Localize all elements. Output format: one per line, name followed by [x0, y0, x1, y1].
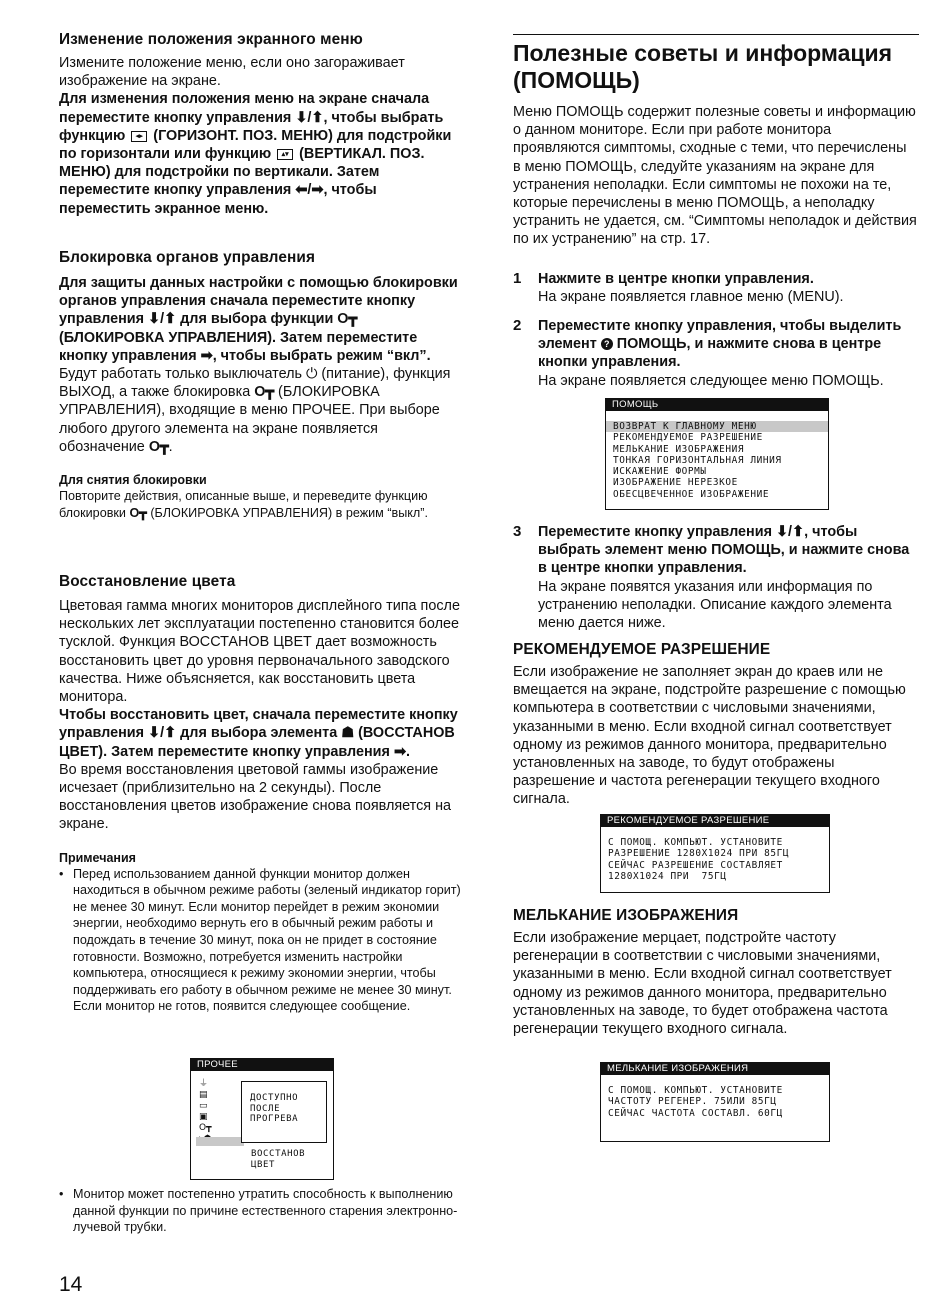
osd-menu-item: РЕКОМЕНДУЕМОЕ РАЗРЕШЕНИЕ [613, 432, 763, 444]
osd-header: ПОМОЩЬ [606, 399, 828, 411]
osd-menu-item: ВОЗВРАТ К ГЛАВНОМУ МЕНЮ [606, 421, 828, 432]
paragraph: Во время восстановления цветовой гаммы изображение исчезает (приблизительно на 2 секунды). После восстановления цветов изображение снова появляется на экране. [59, 761, 452, 833]
list-item: • Монитор может постепенно утратить способность к выполнению данной функции по причине естественного старения электронно-лучевой трубки. [59, 1186, 464, 1236]
subsection-title: Для снятия блокировки [59, 473, 207, 488]
step-number: 3 [513, 523, 522, 540]
osd-help-menu [605, 398, 829, 510]
paragraph: Цветовая гамма многих мониторов дисплейного типа после нескольких лет эксплуатации постепенно становится более тусклой. Функция ВОССТАНОВ ЦВЕТ дает возможность восстановить цвет до уровня первоначального заводского качества. Ниже объясняется, как восстановить цвета монитора. [59, 598, 460, 706]
instruction-paragraph: Для изменения положения меню на экране сначала переместите кнопку управления ⬇/⬆, чтобы выбрать функцию ◂▸ (ГОРИЗОНТ. ПОЗ. МЕНЮ) для подстройки по горизонтали или функцию ▴▾ (ВЕРТИКАЛ. ПОЗ. МЕНЮ) для подстройки по вертикали. Затем переместите кнопку управления ⬅/➡, чтобы переместить экранное меню. [59, 91, 452, 217]
instruction-paragraph: Для защиты данных настройки с помощью блокировки органов управления сначала переместите кнопку управления ⬇/⬆ для выбора функции O┳ (БЛОКИРОВКА УПРАВЛЕНИЯ). Затем переместите кнопку управления ➡, чтобы выбрать режим “вкл”. [59, 275, 458, 364]
paragraph: Если изображение не заполняет экран до краев или не вмещается на экране, подстройте разрешение с помощью компьютера в соответствии с числовыми значениями, указанными в меню. Если входной сигнал соответствует одному из режимов данного монитора, предварительно установленных на заводе, то будут отображены разрешение и частота регенерации текущего входного сигнала. [513, 664, 906, 808]
osd-footer-line: ЦВЕТ [251, 1160, 276, 1170]
step-3: 3 Переместите кнопку управления ⬇/⬆, чтобы выбрать элемент меню ПОМОЩЬ, и нажмите снова в центре кнопки управления. На экране появятся указания или информация по устранению неполадки. Описание каждого элемента меню дается ниже. [513, 523, 910, 632]
osd-text-line: СЕЙЧАС ЧАСТОТА СОСТАВЛ. 60ГЦ [608, 1107, 783, 1119]
step-1: 1 Нажмите в центре кнопки управления. На экране появляется главное меню (MENU). [513, 270, 844, 306]
list-item: • Перед использованием данной функции монитор должен находиться в обычном режиме работы (зеленый индикатор горит) не менее 30 минут. Если монитор перейдет в режим экономии энергии, необходимо вернуть его в обычный режим работы и подождать в течение 30 минут, пока он не придет в состояние готовности. Возможно, потребуется изменить настройки компьютера, относящиеся к режиму экономии энергии, чтобы поддерживать его работу в обычном режиме не менее 30 минут. Если монитор не готов, появится следующее сообщение. [59, 866, 464, 1015]
exit-icon: ▤ [199, 1090, 208, 1100]
section-title: РЕКОМЕНДУЕМОЕ РАЗРЕШЕНИЕ [513, 641, 771, 658]
notes-list [59, 866, 464, 1015]
osd-text-line: С ПОМОЩ. КОМПЬЮТ. УСТАНОВИТЕ [608, 1085, 783, 1096]
osd-text-line: ЧАСТОТУ РЕГЕНЕР. 75ИЛИ 85ГЦ [608, 1096, 777, 1108]
osd-flicker [600, 1062, 830, 1142]
up-down-arrow-icon: ⬇/⬆ [148, 311, 177, 328]
osd-other-menu [190, 1058, 334, 1180]
notes-list-continued [59, 1186, 464, 1236]
right-arrow-icon: ➡ [200, 347, 213, 364]
section-color-restore [59, 572, 464, 1015]
key-icon: O┳ [254, 384, 275, 401]
page-number: 14 [59, 1273, 83, 1296]
notes-title: Примечания [59, 850, 136, 865]
intro-paragraph: Меню ПОМОЩЬ содержит полезные советы и информацию о данном мониторе. Если при работе монитора проявляются симптомы, сходные с теми, что перечислены в меню ПОМОЩЬ, следуйте указаниям на экране для устранения неполадки. Если симптомы не похожи на те, которые перечислены в меню ПОМОЩЬ, а неполадку устранить не удается, см. “Симптомы неполадок и действия по их устранению” на стр. 17. [513, 104, 917, 248]
instruction-paragraph: Чтобы восстановить цвет, сначала переместите кнопку управления ⬇/⬆ для выбора элемента ☗ (ВОССТАНОВ ЦВЕТ). Затем переместите кнопку управления ➡. [59, 707, 458, 760]
osd-icon-column [199, 1079, 212, 1145]
power-icon: ⏻ [306, 366, 318, 383]
section-title: Восстановление цвета [59, 573, 236, 590]
key-icon: O┳ [199, 1123, 212, 1133]
step-number: 1 [513, 270, 522, 287]
title-rule [513, 34, 919, 35]
paragraph: Измените положение меню, если оно загораживает изображение на экране. [59, 55, 405, 90]
up-down-arrow-icon: ⬇/⬆ [775, 524, 805, 540]
page-title: Полезные советы и информация [513, 40, 893, 66]
right-arrow-icon: ➡ [393, 743, 406, 760]
color-restore-icon: ☗ [341, 725, 355, 742]
language-icon: ▭ [199, 1101, 208, 1111]
step-2: 2 Переместите кнопку управления, чтобы выделить элемент ? ПОМОЩЬ, и нажмите снова в центре кнопки управления. На экране появляется следующее меню ПОМОЩЬ. [513, 317, 902, 389]
page-title-line2: (ПОМОЩЬ) [513, 67, 640, 93]
section-help [513, 40, 919, 94]
help-icon: ? [601, 338, 613, 350]
power-icon: ⏚ [199, 1079, 209, 1089]
osd-menu-item: ТОНКАЯ ГОРИЗОНТАЛЬНАЯ ЛИНИЯ [613, 454, 782, 466]
key-icon: O┳ [148, 438, 169, 455]
osd-message-box: ДОСТУПНО ПОСЛЕ ПРОГРЕВА [241, 1081, 327, 1143]
horizontal-position-icon: ◂▸ [131, 131, 147, 142]
paragraph: Будут работать только выключатель ⏻ (питание), функция ВЫХОД, а также блокировка O┳ (БЛОКИРОВКА УПРАВЛЕНИЯ), входящие в меню ПРОЧЕЕ. При выборе любого другого элемента на экране появляется обозначение O┳. [59, 366, 451, 455]
osd-selection-bar [196, 1137, 244, 1146]
section-title: Изменение положения экранного меню [59, 31, 363, 48]
section-menu-position [59, 30, 464, 218]
osd-header: МЕЛЬКАНИЕ ИЗОБРАЖЕНИЯ [601, 1063, 829, 1075]
section-title: МЕЛЬКАНИЕ ИЗОБРАЖЕНИЯ [513, 907, 739, 924]
osd-recommended-resolution [600, 814, 830, 893]
osd-footer-line: ВОССТАНОВ [251, 1149, 306, 1159]
section-recommended-resolution [513, 640, 919, 809]
section-flicker [513, 906, 919, 1038]
paragraph: Если изображение мерцает, подстройте частоту регенерации в соответствии с числовыми значениями, указанными в меню. Если входной сигнал соответствует одному из режимов данного монитора, предварительно установленных на заводе, то будет отображена частота регенерации текущего входного сигнала. [513, 930, 892, 1038]
key-icon: O┳ [129, 505, 147, 520]
position-icon: ▣ [199, 1112, 208, 1122]
up-down-arrow-icon: ⬇/⬆ [148, 725, 177, 742]
osd-text-line: 1280X1024 ПРИ 75ГЦ [608, 870, 727, 882]
section-title: Блокировка органов управления [59, 249, 316, 266]
osd-text-line: РАЗРЕШЕНИЕ 1280X1024 ПРИ 85ГЦ [608, 848, 790, 860]
osd-menu-item: ИСКАЖЕНИЕ ФОРМЫ [613, 466, 707, 478]
paragraph: Повторите действия, описанные выше, и переведите функцию блокировки O┳ (БЛОКИРОВКА УПРАВЛЕНИЯ) в режим “выкл”. [59, 489, 428, 520]
osd-menu-item: ОБЕСЦВЕЧЕННОЕ ИЗОБРАЖЕНИЕ [613, 488, 770, 500]
section-control-lock [59, 248, 464, 521]
step-number: 2 [513, 317, 522, 334]
left-right-arrow-icon: ⬅/➡ [295, 182, 324, 199]
osd-header: РЕКОМЕНДУЕМОЕ РАЗРЕШЕНИЕ [601, 815, 829, 827]
up-down-arrow-icon: ⬇/⬆ [295, 109, 324, 126]
osd-text-line: СЕЙЧАС РАЗРЕШЕНИЕ СОСТАВЛЯЕТ [608, 859, 783, 871]
vertical-position-icon: ▴▾ [277, 149, 293, 160]
key-icon: O┳ [337, 311, 358, 328]
osd-menu-item: МЕЛЬКАНИЕ ИЗОБРАЖЕНИЯ [613, 443, 745, 455]
osd-header: ПРОЧЕЕ [191, 1059, 333, 1071]
osd-menu-item: ИЗОБРАЖЕНИЕ НЕРЕЗКОЕ [613, 477, 738, 489]
osd-text-line: С ПОМОЩ. КОМПЬЮТ. УСТАНОВИТЕ [608, 837, 783, 848]
